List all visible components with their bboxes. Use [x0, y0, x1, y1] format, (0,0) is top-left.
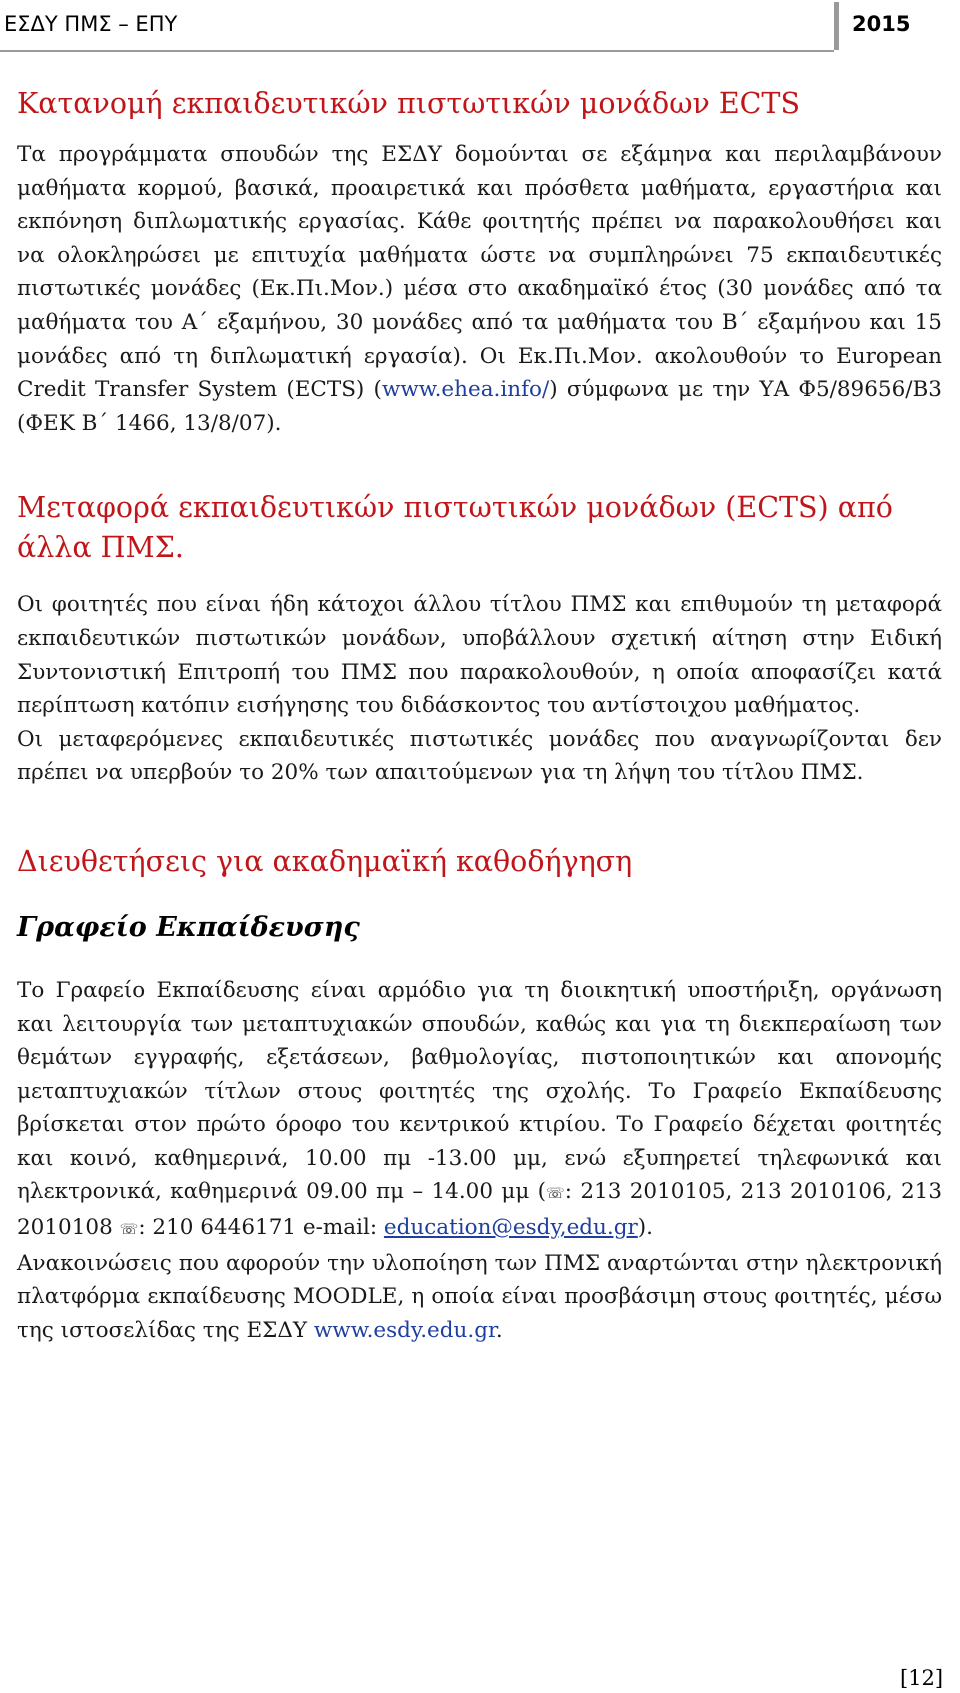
moodle-text: Ανακοινώσεις που αφορούν την υλοποίηση των ΠΜΣ αναρτώνται στην ηλεκτρονική πλατφόρμα εκπαίδευσης MOODLE, η οποία είναι προσβάσιμη στους φοιτητές, μέσω της ιστοσελίδας της ΕΣΔΥ	[17, 1250, 942, 1343]
ects-body-text: Τα προγράμματα σπουδών της ΕΣΔΥ δομούνται σε εξάμηνα και περιλαμβάνουν μαθήματα κορμού, βασικά, προαιρετικά και πρόσθετα μαθήματα, εργαστήρια και εκπόνηση διπλωματικής εργασίας. Κάθε φοιτητής πρέπει να παρακολουθήσει και να ολοκληρώσει με επιτυχία μαθήματα ώστε να συμπληρώνει 75 εκπαιδευτικές πιστωτικές μονάδες (Εκ.Πι.Μον.) μέσα στο ακαδημαϊκό έτος (30 μονάδες από τα μαθήματα του Α΄ εξαμήνου, 30 μονάδες από τα μαθήματα του Β΄ εξαμήνου και 15 μονάδες από τη διπλωματική εργασία). Οι Εκ.Πι.Μον. ακολουθούν το European Credit Transfer System (ECTS) (	[17, 142, 942, 403]
office-fax-email-label: : 210 6446171 e-mail:	[138, 1215, 384, 1241]
ects-body-text-end: ) σύμφωνα με την ΥΑ Φ5/89656/Β3 (ΦΕΚ Β΄ 1466, 13/8/07).	[17, 377, 942, 436]
header-separator	[834, 2, 839, 50]
education-email-link[interactable]: education@esdy,edu.gr	[383, 1215, 638, 1241]
page-content	[17, 84, 942, 1347]
ects-transfer-paragraph-2: Οι μεταφερόμενες εκπαιδευτικές πιστωτικές μονάδες που αναγνωρίζονται δεν πρέπει να υπερβούν το 20% των απαιτούμενων για τη λήψη του τίτλου ΠΜΣ.	[17, 726, 942, 786]
education-office-paragraph-2	[17, 1247, 942, 1348]
section-ects-allocation-title: Κατανομή εκπαιδευτικών πιστωτικών μονάδων ECTS	[17, 87, 800, 120]
section-ects-transfer-title: Μεταφορά εκπαιδευτικών πιστωτικών μονάδων (ECTS) από άλλα ΠΜΣ.	[17, 491, 893, 565]
ehea-link[interactable]: www.ehea.info/	[381, 377, 550, 403]
education-office-paragraph-1	[17, 974, 942, 1247]
education-office-subtitle: Γραφείο Εκπαίδευσης	[17, 911, 360, 943]
office-text-a: Το Γραφείο Εκπαίδευσης είναι αρμόδιο για τη διοικητική υποστήριξη, οργάνωση και λειτουργία των μεταπτυχιακών σπουδών, καθώς και για τη διεκπεραίωση των θεμάτων εγγραφής, εξετάσεων, βαθμολογίας, πιστοποιητικών και απονομής μεταπτυχιακών τίτλων στους φοιτητές της σχολής. Το Γραφείο Εκπαίδευσης βρίσκεται στον πρώτο όροφο του κεντρικού κτιρίου. Το Γραφείο δέχεται φοιτητές και κοινό, καθημερινά, 10.00 πμ -13.00 μμ, ενώ εξυπηρετεί τηλεφωνικά και ηλεκτρονικά, καθημερινά 09.00 πμ – 14.00 μμ (	[17, 977, 942, 1205]
header-underline	[0, 50, 834, 52]
header-title: ΕΣΔΥ ΠΜΣ – ΕΠΥ	[4, 12, 178, 36]
header-year: 2015	[852, 12, 911, 36]
office-phones: : 213 2010105, 213 2010106, 213 2010108	[17, 1179, 942, 1241]
telephone-icon: ☏	[546, 1184, 565, 1203]
section-ects-allocation-body	[17, 138, 942, 440]
office-text-d: ).	[637, 1215, 654, 1241]
page-header	[0, 0, 960, 52]
section-academic-guidance-title: Διευθετήσεις για ακαδημαϊκή καθοδήγηση	[17, 844, 633, 878]
moodle-text-end: .	[495, 1317, 503, 1343]
fax-icon: ☏	[119, 1220, 139, 1239]
page-number: [12]	[900, 1666, 944, 1690]
ects-transfer-paragraph-1: Οι φοιτητές που είναι ήδη κάτοχοι άλλου τίτλου ΠΜΣ και επιθυμούν τη μεταφορά εκπαιδευτικών πιστωτικών μονάδων, υποβάλλουν σχετική αίτηση στην Ειδική Συντονιστική Επιτροπή του ΠΜΣ που παρακολουθούν, η οποία αποφασίζει κατά περίπτωση κατόπιν εισήγησης του διδάσκοντος του αντίστοιχου μαθήματος.	[17, 592, 942, 719]
esdy-website-link[interactable]: www.esdy.edu.gr	[313, 1317, 496, 1343]
